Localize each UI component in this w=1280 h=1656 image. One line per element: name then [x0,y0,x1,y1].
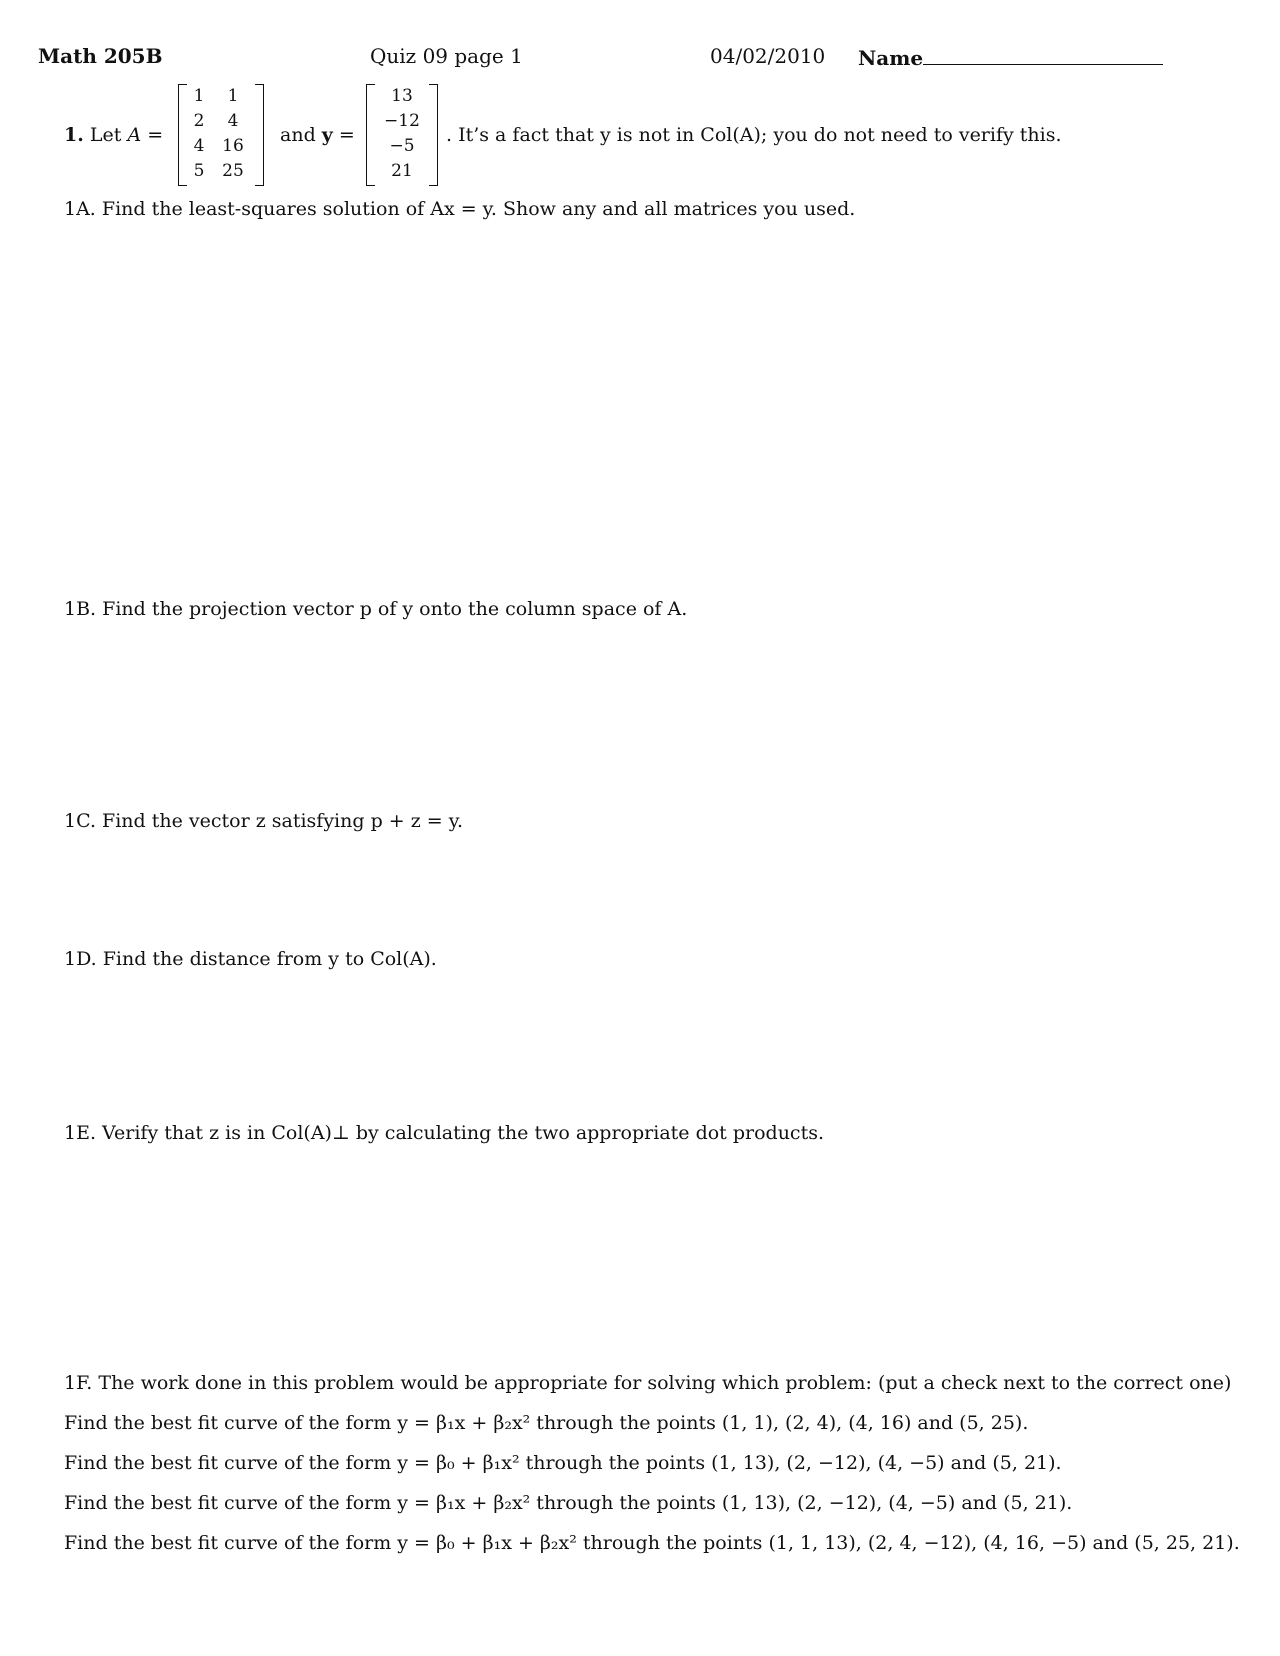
option-1[interactable]: Find the best fit curve of the form y = β₁x + β₂x² through the points (1, 1), (2, 4), (4, 16) and (5, 25). [64,1412,1029,1434]
quiz-title: Quiz 09 page 1 [370,44,523,68]
name-field[interactable] [858,44,1163,70]
problem1-statement: . It’s a fact that y is not in Col(A); you do not need to verify this. [446,124,1062,146]
and-y-label [280,124,355,146]
part-1c-prompt: 1C. Find the vector z satisfying p + z = y. [64,810,463,832]
matrix-a-left-bracket [178,84,187,186]
problem-number: 1. [64,124,84,146]
matrix-a [178,84,264,184]
matrix-a-cell: 16 [222,136,244,156]
option-2[interactable]: Find the best fit curve of the form y = β₀ + β₁x² through the points (1, 13), (2, −12), (4, −5) and (5, 21). [64,1452,1062,1474]
part-1f-prompt: 1F. The work done in this problem would be appropriate for solving which problem: (put a check next to the correct one) [64,1372,1232,1394]
part-1a-prompt: 1A. Find the least-squares solution of Ax = y. Show any and all matrices you used. [64,198,856,220]
name-blank-line[interactable] [923,44,1163,65]
problem1-intro [64,124,163,146]
name-label: Name [858,46,924,70]
matrix-a-cell: 1 [227,86,239,106]
quiz-date: 04/02/2010 [710,44,826,68]
part-1e-prompt: 1E. Verify that z is in Col(A)⊥ by calculating the two appropriate dot products. [64,1122,824,1144]
vector-y-entry: −12 [384,111,420,131]
option-3[interactable]: Find the best fit curve of the form y = β₁x + β₂x² through the points (1, 13), (2, −12), (4, −5) and (5, 21). [64,1492,1073,1514]
vector-y-entry: 13 [391,86,413,106]
matrix-a-cell: 4 [193,136,205,156]
vector-y-entry: −5 [389,136,415,156]
option-4[interactable]: Find the best fit curve of the form y = β₀ + β₁x + β₂x² through the points (1, 1, 13), (2, 4, −12), (4, 16, −5) and (5, 25, 21). [64,1532,1240,1554]
matrix-a-cell: 5 [193,161,205,181]
vector-y [366,84,438,184]
part-1d-prompt: 1D. Find the distance from y to Col(A). [64,948,437,970]
and-word: and [280,124,316,146]
matrix-a-cell: 4 [227,111,239,131]
vector-y-entry: 21 [391,161,413,181]
matrix-a-cell: 25 [222,161,244,181]
part-1b-prompt: 1B. Find the projection vector p of y onto the column space of A. [64,598,688,620]
vector-y-right-bracket [429,84,438,186]
matrix-a-cell: 1 [193,86,205,106]
course-title: Math 205B [38,44,163,68]
let-word: Let [89,124,122,146]
matrix-a-cell: 2 [193,111,205,131]
equals-sign: = [338,124,355,146]
matrix-a-symbol: A = [127,124,164,146]
matrix-a-right-bracket [255,84,264,186]
vector-y-symbol: y [321,124,333,146]
